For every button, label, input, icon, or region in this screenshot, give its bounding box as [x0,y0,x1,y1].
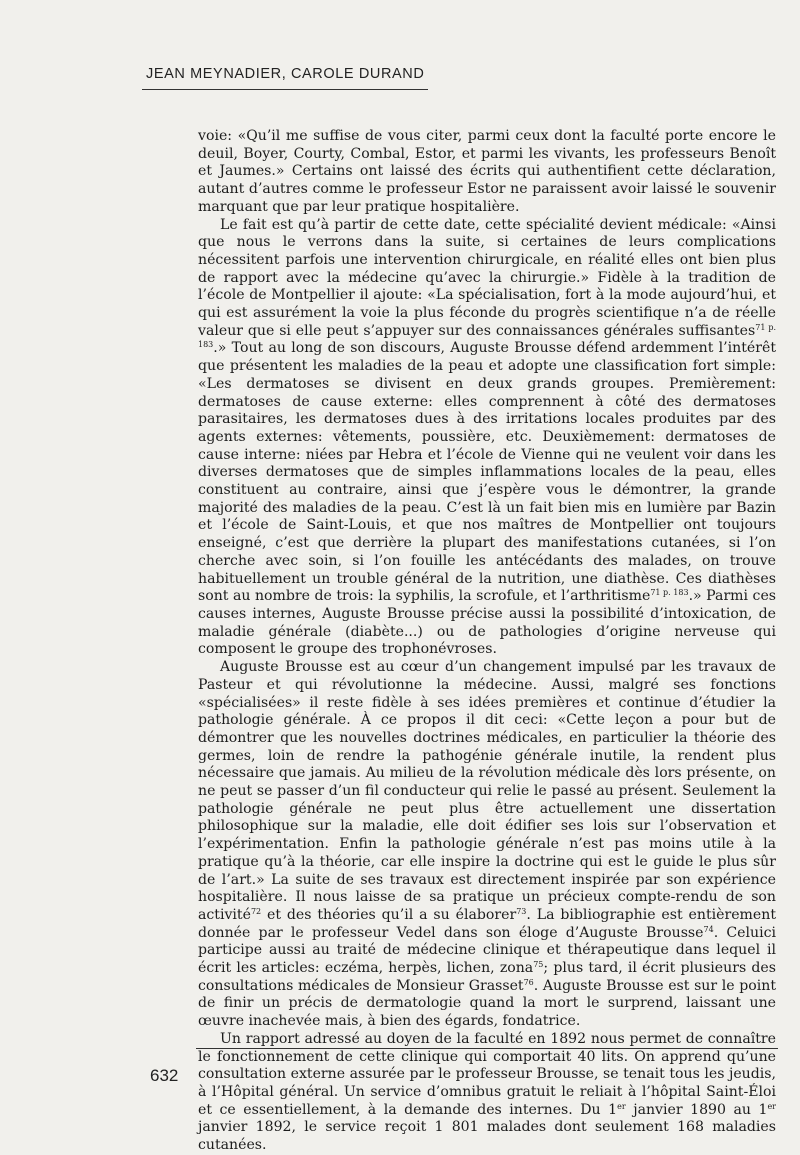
footnote-ref: 76 [523,977,534,987]
text-run: . La bibliographie est entièrement donnée par le professeur Vedel dans son éloge d’Auguste Brousse [198,906,776,941]
footnote-ref: 75 [533,960,544,970]
footnote-ref: 71 p. 183 [650,588,689,598]
text-run: janvier 1890 au 1 [625,1101,768,1118]
page-number: 632 [150,1066,179,1085]
ordinal-suffix: er [767,1101,776,1111]
footnote-ref: 73 [516,906,527,916]
footnote-ref: 71 p. 183 [198,322,777,350]
footer-rule [196,1048,778,1049]
text-run: . Auguste Brousse est sur le point de finir un précis de dermatologie quand la mort le surprend, laissant une œuvre inachevée mais, à bien des égards, fondatrice. [198,977,776,1030]
text-run: Le fait est qu’à partir de cette date, cette spécialité devient médicale: «Ainsi que nous le verrons dans la suite, si certaines de leurs complications nécessitent parfois une intervention chirurgicale, en réalité elles ont bien plus de rapport avec la médecine qu’avec la chirurgie.» Fidèle à la tradition de l’école de Montpellier il ajoute: «La spécialisation, fort à la mode aujourd’hui, et qui est assurément la voie la plus féconde du progrès scientifique n’a de réelle valeur que si elle peut s’appuyer sur des connaissances générales suffisantes [198,216,776,339]
text-run: .» Parmi ces causes internes, Auguste Brousse précise aussi la possibilité d’intoxication, de maladie générale (diabète...) ou de pathologies d’origine nerveuse qui composent le groupe des trophonévroses. [198,588,777,658]
footnote-ref: 74 [703,924,714,934]
text-run: . Celuici participe aussi au traité de médecine clinique et thérapeutique dans lequel il écrit les articles: eczéma, herpès, lichen, zona [198,924,777,977]
text-run: Auguste Brousse est au cœur d’un changement impulsé par les travaux de Pasteur et qui révolutionne la médecine. Aussi, malgré ses fonctions «spécialisées» il reste fidèle à ses idées premières et continue d’étudier la pathologie générale. À ce propos il dit ceci: «Cette leçon a pour but de démontrer que les nouvelles doctrines médicales, en particulier la théorie des germes, loin de rendre la pathogénie générale inutile, la rendent plus nécessaire que jamais. Au milieu de la révolution médicale dès lors présente, on ne peut se passer d’un fil conducteur qui relie le passé au présent. Seulement la pathologie générale ne peut plus être actuellement une dissertation philosophique sur la maladie, elle doit édifier ses lois sur l’observation et l’expérimentation. Enfin la pathologie générale n’est pas moins utile à la pratique qu’à la théorie, car elle inspire la doctrine qui est le guide le plus sûr de l’art.» La suite de ses travaux est directement inspirée par son expérience hospitalière. Il nous laisse de sa pratique un précieux compte-rendu de son activité [198,659,776,923]
ordinal-suffix: er [617,1101,626,1111]
header-rule [142,89,428,90]
text-run: janvier 1892, le service reçoit 1 801 malades dont seulement 168 maladies cutanées. [198,1119,776,1154]
running-header: JEAN MEYNADIER, CAROLE DURAND [146,66,425,82]
paragraph-3 [198,659,776,1031]
text-run: Un rapport adressé au doyen de la faculté en 1892 nous permet de connaître le fonctionnement de cette clinique qui comportait 40 lits. On apprend qu’une consultation externe assurée par le professeur Brousse, se tenait tous les jeudis, à l’Hôpital général. Un service d’omnibus gratuit le reliait à l’hôpital Saint-Éloi et ce essentiellement, à la demande des internes. Du 1 [198,1030,776,1118]
text-run: ; plus tard, il écrit plusieurs des consultations médicales de Monsieur Grasset [198,960,776,994]
text-run: et des théories qu’il a su élaborer [261,906,517,923]
text-run: .» Tout au long de son discours, Auguste Brousse défend ardemment l’intérêt que présentent les maladies de la peau et adopte une classification fort simple: «Les dermatoses se divisent en deux grands groupes. Premièrement: dermatoses de cause externe: elles comprennent à côté des dermatoses parasitaires, les dermatoses dues à des irritations locales produites par des agents externes: vêtements, poussière, etc. Deuxièmement: dermatoses de cause interne: niées par Hebra et l’école de Vienne qui ne veulent voir dans les diverses dermatoses que de simples inflammations locales de la peau, elles constituent au contraire, ainsi que j’espère vous le démontrer, la grande majorité des maladies de la peau. C’est là un fait bien mis en lumière par Bazin et l’école de Saint-Louis, et que nos maîtres de Montpellier ont toujours enseigné, c’est que derrière la plupart des manifestations cutanées, si l’on cherche avec soin, si l’on fouille les antécédants des malades, on trouve habituellement un trouble général de la nutrition, une diathèse. Ces diathèses sont au nombre de trois: la syphilis, la scrofule, et l’arthritisme [198,340,776,605]
main-text [198,128,776,1155]
footnote-ref: 72 [250,906,262,916]
paragraph-2 [198,217,776,660]
paragraph-4 [198,1031,776,1155]
paragraph-1: voie: «Qu’il me suffise de vous citer, parmi ceux dont la faculté porte encore le deuil, Boyer, Courty, Combal, Estor, et parmi les vivants, les professeurs Benoît et Jaumes.» Certains ont laissé des écrits qui authentifient cette déclaration, autant d’autres comme le professeur Estor ne paraissent avoir laissé le souvenir marquant que par leur pratique hospitalière. [198,128,776,215]
